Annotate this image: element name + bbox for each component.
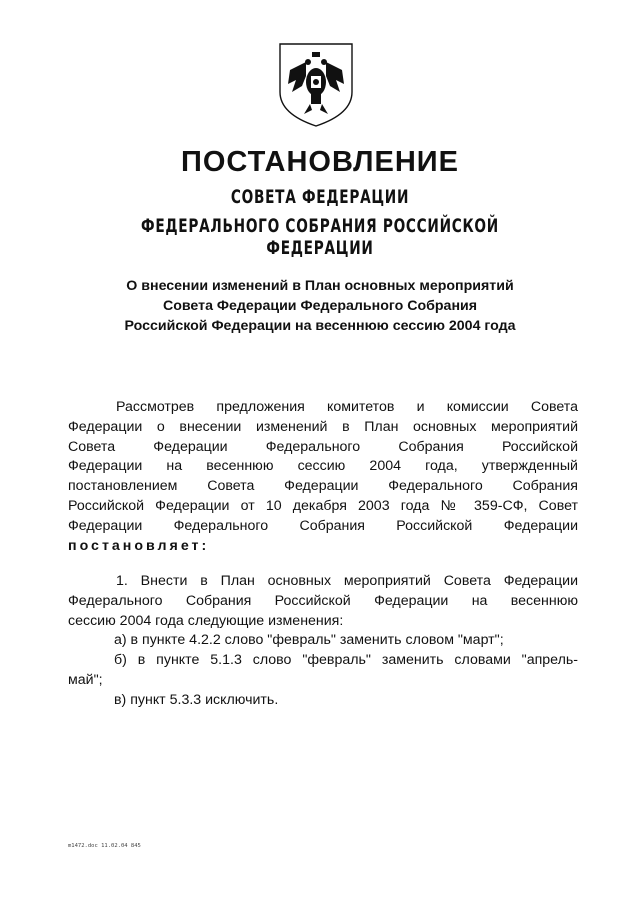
change-item: а) в пункте 4.2.2 слово "февраль" заменить словом "март";	[114, 632, 504, 649]
resolution-line: 1. Внести в План основных мероприятий Совета Федерации	[116, 573, 578, 589]
preamble-line: Российской Федерации от 10 декабря 2003 года № 359-СФ, Совет	[68, 497, 578, 514]
preamble-line: Рассмотрев предложения комитетов и комиссии Совета	[116, 399, 578, 415]
resolution-line: сессию 2004 года следующие изменения:	[68, 612, 344, 629]
change-item: май";	[68, 671, 103, 688]
change-item: в) пункт 5.3.3 исключить.	[114, 691, 279, 708]
preamble-line: Федерации Федерального Собрания Российской Федерации	[68, 517, 578, 534]
preamble-line: постановлением Совета Федерации Федерального Собрания	[68, 478, 578, 495]
resolution-line: Федерального Собрания Российской Федерации на весеннюю	[68, 592, 578, 609]
coat-of-arms-icon	[276, 40, 356, 128]
document-subject	[60, 276, 580, 336]
change-item: б) в пункте 5.1.3 слово "февраль" заменить словами "апрель-	[114, 652, 578, 669]
subject-line: Российской Федерации на весеннюю сессию 2004 года	[124, 318, 516, 334]
issuer-line-1: СОВЕТА ФЕДЕРАЦИИ	[230, 186, 410, 208]
preamble-line: Федерации о внесении изменений в План основных мероприятий	[68, 418, 578, 435]
preamble-line: Федерации на весеннюю сессию 2004 года, утвержденный	[68, 458, 578, 475]
issuer-line-2: ФЕДЕРАЛЬНОГО СОБРАНИЯ РОССИЙСКОЙ ФЕДЕРАЦИИ	[141, 215, 499, 259]
preamble-line: Совета Федерации Федерального Собрания Российской	[68, 438, 578, 455]
preamble-paragraph	[68, 398, 578, 556]
resolution-verb: постановляет:	[68, 537, 210, 554]
subject-line: Совета Федерации Федерального Собрания	[162, 298, 478, 314]
subject-line: О внесении изменений в План основных мероприятий	[126, 278, 514, 294]
file-reference: m1472.doc 11.02.04 845	[68, 843, 141, 849]
resolution-paragraph	[68, 572, 578, 711]
document-title: ПОСТАНОВЛЕНИЕ	[181, 146, 459, 178]
